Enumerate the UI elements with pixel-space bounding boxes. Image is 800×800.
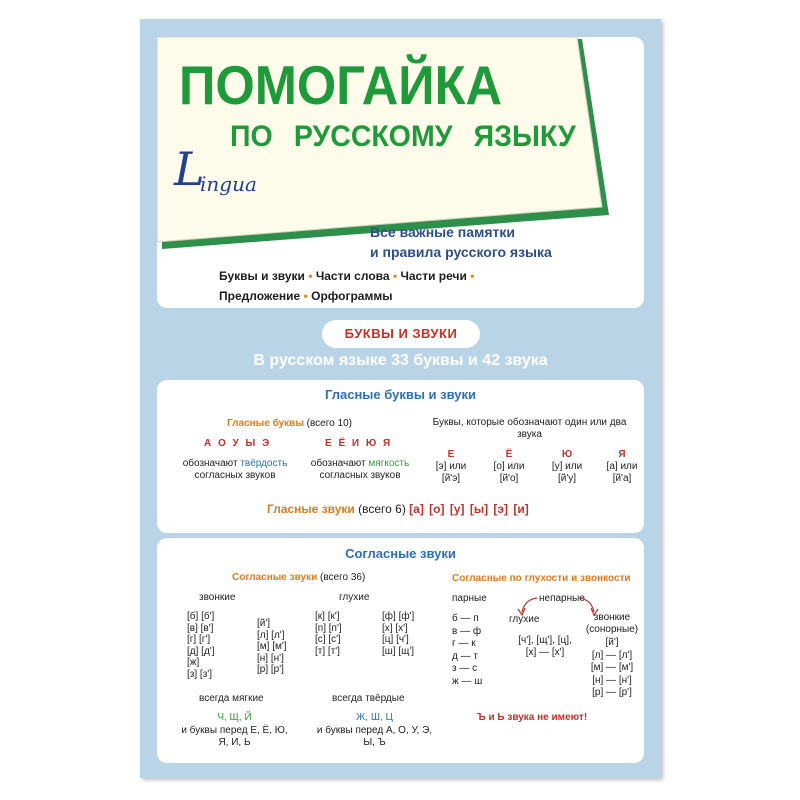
- vowel-letters-count: (всего 10): [306, 418, 352, 429]
- unpaired-voiced-item: [р] — [р']: [592, 687, 632, 698]
- tagline-line-2: и правила русского языка: [370, 244, 552, 260]
- bullet-dot: •: [308, 269, 313, 283]
- unpaired-voiced-label: [577, 612, 647, 636]
- paired-item: г — к: [452, 638, 476, 649]
- hard-description: [180, 458, 290, 482]
- vowel-letters-label: Гласные буквы: [227, 418, 304, 429]
- vowel-sounds-label: Гласные звуки: [267, 502, 355, 516]
- letters-sounds-count: В русском языке 33 буквы и 42 звука: [253, 352, 548, 369]
- always-hard-label: всегда твёрдые: [332, 693, 405, 704]
- topics-list: [219, 266, 519, 306]
- topic-item: Предложение: [219, 289, 301, 303]
- dual-sound-2: [й'о]: [499, 473, 519, 484]
- voiced-sound-item: [з] [з']: [187, 668, 212, 680]
- unpaired-voiceless-item: [х] — [х']: [525, 647, 565, 658]
- always-soft-label: всегда мягкие: [199, 693, 264, 704]
- hard-desc-text: обозначают: [182, 458, 238, 469]
- dual-sound-1: [у] или: [551, 461, 583, 472]
- voiceless-sound-item: [т] [т']: [315, 645, 340, 657]
- bullet-dot: •: [303, 289, 308, 303]
- dual-heading-line-1: Буквы, которые обозначают один или два: [432, 417, 627, 428]
- always-hard-desc-1: и буквы перед А, О, У, Э,: [316, 725, 433, 736]
- consonants-label: Согласные звуки: [232, 572, 318, 583]
- dual-sound-1: [э] или: [435, 461, 467, 472]
- voiced-sound-item: [б] [б']: [187, 611, 215, 622]
- hard-soft-sign-note: Ъ и Ь звука не имеют!: [477, 712, 588, 723]
- paired-item: в — ф: [452, 625, 482, 637]
- vowel-sounds-list: [а] [о] [у] [ы] [э] [и]: [409, 502, 529, 516]
- unpaired-voiced-item: [н] — [н']: [592, 674, 632, 686]
- poster-title: ПОМОГАЙКА: [179, 54, 503, 116]
- soft-desc-text-2: согласных звуков: [319, 470, 401, 481]
- bullet-dot: •: [470, 269, 475, 283]
- soft-desc-text: обозначают: [310, 458, 366, 469]
- topic-item: Буквы и звуки: [219, 269, 305, 283]
- paired-item: ж — ш: [452, 675, 483, 687]
- dual-sound-1: [а] или: [606, 461, 638, 472]
- dual-heading-line-2: звука: [517, 429, 542, 440]
- dual-letter-item: [491, 449, 527, 485]
- section-pill: БУКВЫ И ЗВУКИ: [322, 320, 480, 348]
- unpaired-label: непарные: [539, 593, 585, 604]
- vowel-letters-heading: [227, 418, 352, 429]
- voiceless-label: глухие: [339, 592, 370, 603]
- dual-letter: Е: [447, 449, 455, 460]
- soft-desc-keyword: мягкость: [368, 458, 410, 469]
- always-soft-desc-1: и буквы перед Е, Ё, Ю,: [181, 725, 288, 736]
- unpaired-voiced-list: [577, 637, 647, 700]
- voiceless-sound-item: [ц] [ч']: [382, 634, 409, 645]
- consonants-title: Согласные звуки: [345, 546, 456, 561]
- poster-subtitle: ПО РУССКОМУ ЯЗЫКУ: [230, 120, 576, 153]
- paired-item: з — с: [452, 663, 478, 674]
- consonants-card: [157, 538, 644, 763]
- voiced-sound-item: [г] [г']: [187, 634, 211, 645]
- bullet-dot: •: [392, 269, 398, 283]
- logo-text: ingua: [200, 172, 257, 196]
- unpaired-voiced-item: [м] — [м']: [590, 662, 634, 673]
- tagline-line-1: Все важные памятки: [370, 224, 516, 240]
- unpaired-voiceless-label: глухие: [509, 614, 540, 625]
- hard-desc-keyword: твёрдость: [240, 458, 288, 469]
- voiceless-sound-item: [п] [п']: [315, 622, 342, 634]
- topic-item: Части слова: [315, 269, 390, 283]
- hard-vowel-letters: А О У Ы Э: [204, 438, 272, 449]
- voiceless-sound-item: [ш] [щ']: [382, 645, 415, 657]
- paired-label: парные: [452, 593, 487, 604]
- consonants-count: (всего 36): [320, 572, 366, 583]
- unpaired-voiced-item: [й']: [605, 637, 619, 648]
- hard-desc-text-2: согласных звуков: [194, 470, 276, 481]
- topic-item: Части речи: [400, 269, 467, 283]
- vowels-card: [157, 380, 644, 533]
- dual-letter: Ю: [561, 449, 573, 460]
- dual-letter: Ё: [505, 449, 513, 460]
- logo-initial: L: [174, 142, 205, 196]
- voiced-sound-item: [й']: [257, 618, 271, 629]
- voiced-sound-item: [м] [м']: [257, 641, 287, 652]
- voiced-column-1: [187, 611, 214, 680]
- unpaired-voiced-item: [л] — [л']: [591, 649, 633, 661]
- paired-list: [452, 613, 482, 688]
- vowel-sounds-count: (всего 6): [358, 502, 406, 516]
- unpaired-voiced-label-2: (сонорные): [585, 624, 639, 635]
- tagline: [370, 222, 640, 262]
- voiced-label: звонкие: [199, 592, 236, 603]
- voiceless-sound-item: [ф] [ф']: [382, 611, 415, 622]
- consonants-count-heading: [232, 572, 365, 583]
- voiceless-sound-item: [х] [х']: [382, 622, 408, 634]
- always-soft-letters: Ч, Щ, Й: [217, 712, 252, 723]
- dual-sound-2: [й'э]: [441, 473, 461, 484]
- vowel-sounds-line: [267, 502, 529, 516]
- unpaired-voiced-label-1: звонкие: [593, 612, 631, 623]
- always-soft-description: [172, 725, 297, 749]
- always-soft-desc-2: Я, И, Ь: [218, 737, 251, 748]
- dual-sound-2: [й'у]: [557, 473, 577, 484]
- voiced-sound-item: [л] [л']: [257, 629, 285, 641]
- vowels-title: Гласные буквы и звуки: [325, 387, 476, 402]
- paired-item: б — п: [452, 613, 479, 624]
- dual-sound-2: [й'а]: [612, 473, 632, 484]
- always-hard-description: [307, 725, 442, 749]
- always-hard-desc-2: Ы, Ъ: [363, 737, 386, 748]
- voiced-column-2: [257, 618, 287, 676]
- voicing-heading: Согласные по глухости и звонкости: [452, 573, 631, 584]
- voiceless-column-1: [315, 611, 342, 657]
- paired-item: д — т: [452, 650, 478, 662]
- voiced-sound-item: [н] [н']: [257, 652, 284, 664]
- voiced-sound-item: [р] [р']: [257, 664, 284, 675]
- voiceless-column-2: [382, 611, 414, 657]
- soft-description: [305, 458, 415, 482]
- dual-letters-heading: [422, 417, 637, 441]
- topic-item: Орфограммы: [311, 289, 393, 303]
- dual-letter-item: [549, 449, 585, 485]
- dual-letter-item: [604, 449, 640, 485]
- unpaired-voiceless-item: [ч'], [щ'], [ц],: [518, 635, 572, 646]
- voiceless-sound-item: [с] [с']: [315, 634, 341, 645]
- always-hard-letters: Ж, Ш, Ц: [356, 712, 393, 723]
- dual-sound-1: [о] или: [493, 461, 525, 472]
- soft-vowel-letters: Е Ё И Ю Я: [325, 438, 393, 449]
- dual-letter-item: [433, 449, 469, 485]
- dual-letter: Я: [618, 449, 626, 460]
- voiced-sound-item: [д] [д']: [187, 645, 215, 657]
- voiceless-sound-item: [к] [к']: [315, 611, 340, 622]
- voiced-sound-item: [в] [в']: [187, 622, 214, 634]
- voiced-sound-item: [ж]: [187, 657, 200, 668]
